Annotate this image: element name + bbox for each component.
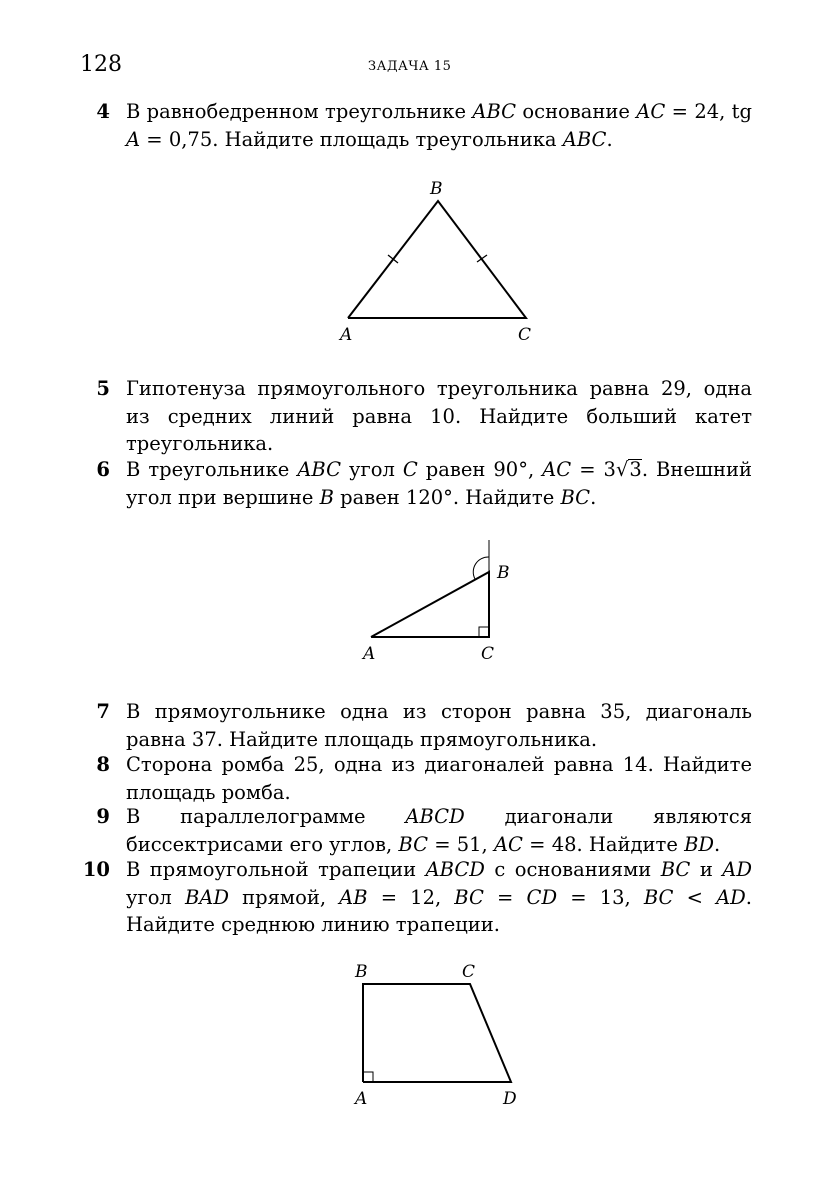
- problem-text: В параллелограмме ABCD диагонали являются биссектрисами его углов, BC = 51, AC = 48. Найдите BD.: [126, 805, 752, 856]
- running-head: ЗАДАЧА 15: [368, 59, 452, 74]
- trapezoid-abcd: [363, 984, 511, 1082]
- problem-number: 8: [96, 753, 110, 776]
- sqrt-sign: √: [615, 458, 629, 481]
- problem-number: 9: [96, 805, 110, 828]
- right-angle-mark: [363, 1072, 373, 1082]
- problem-text: Сторона ромба 25, одна из диагоналей равна 14. Найдите площадь ромба.: [126, 753, 752, 804]
- problem-number: 6: [96, 458, 110, 481]
- vertex-label-c: C: [481, 644, 495, 664]
- vertex-label-d: D: [503, 1089, 517, 1109]
- problem-text: Гипотенуза прямоугольного треугольника равна 29, одна из средних линий равна 10. Найдите больший катет треугольника.: [126, 377, 752, 455]
- page-number: 128: [80, 52, 122, 77]
- vertex-label-a: A: [355, 1089, 368, 1109]
- radicand: 3: [629, 458, 642, 481]
- vertex-label-b: B: [355, 962, 368, 982]
- problem-text: В прямоугольной трапеции ABCD с основаниями BC и AD угол BAD прямой, AB = 12, BC = CD = 13, BC < AD. Найдите среднюю линию трапеции.: [126, 858, 752, 936]
- vertex-label-c: C: [462, 962, 476, 982]
- vertex-label-a: A: [340, 325, 353, 345]
- vertex-label-b: B: [430, 179, 443, 199]
- problem-text: В равнобедренном треугольнике ABC основание AC = 24, tg A = 0,75. Найдите площадь треугольника ABC.: [126, 100, 752, 151]
- problem-number: 10: [82, 858, 110, 881]
- vertex-label-c: C: [518, 325, 532, 345]
- vertex-label-b: B: [497, 563, 510, 583]
- problem-number: 7: [96, 700, 110, 723]
- vertex-label-a: A: [363, 644, 376, 664]
- problem-text: В прямоугольнике одна из сторон равна 35, диагональ равна 37. Найдите площадь прямоугольника.: [126, 700, 752, 751]
- problem-number: 4: [96, 100, 110, 123]
- problem-number: 5: [96, 377, 110, 400]
- problem-text: В треугольнике ABC угол C равен 90°, AC = 3√3. Внешний угол при вершине B равен 120°. Найдите BC.: [126, 458, 753, 509]
